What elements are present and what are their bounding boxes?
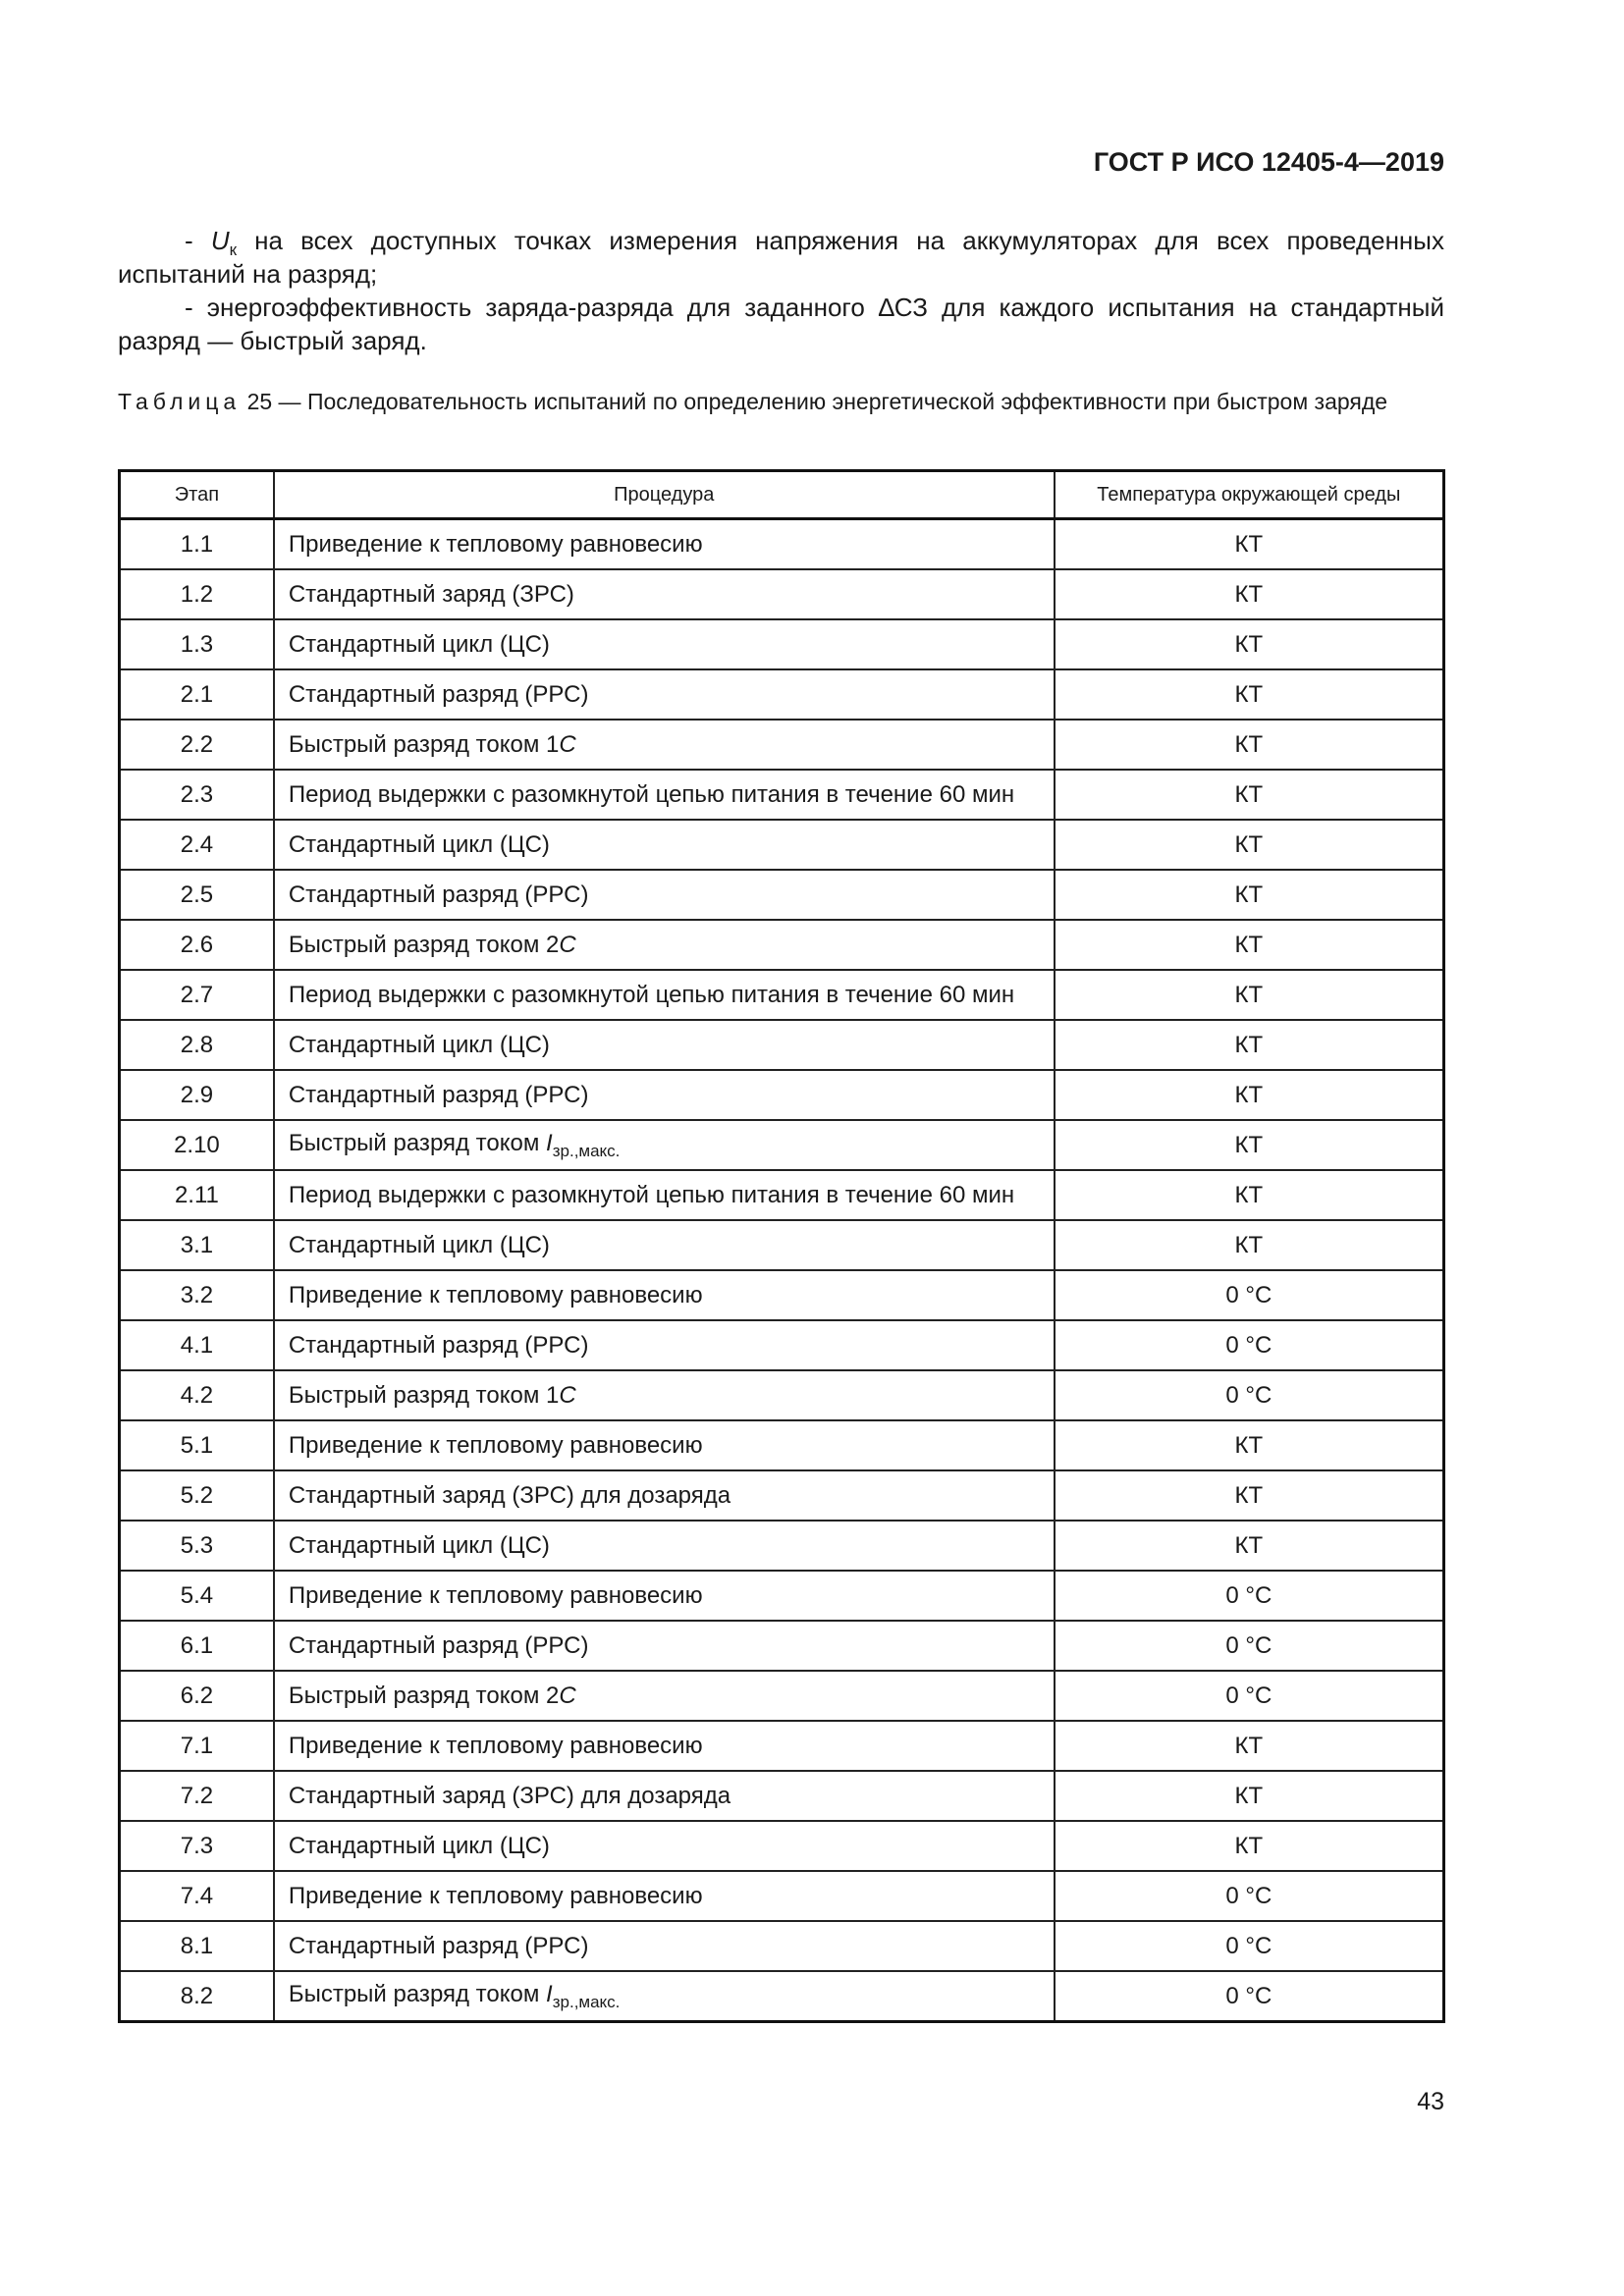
procedure-text: Стандартный заряд (ЗРС) для дозаряда xyxy=(288,1782,731,1809)
procedure-text: Быстрый разряд током 1 xyxy=(288,1381,560,1409)
procedure-cell xyxy=(274,619,1055,669)
procedure-text: Стандартный цикл (ЦС) xyxy=(288,830,550,858)
header-temperature: Температура окружающей среды xyxy=(1055,471,1444,519)
paragraph-efficiency xyxy=(118,291,1444,357)
table-row xyxy=(120,1220,1444,1270)
stage-cell: 7.1 xyxy=(120,1721,274,1771)
stage-cell: 5.1 xyxy=(120,1420,274,1470)
procedure-cell xyxy=(274,720,1055,770)
temperature-cell: КТ xyxy=(1055,1420,1444,1470)
procedure-text: Приведение к тепловому равновесию xyxy=(288,1882,703,1909)
procedure-text: Быстрый разряд током 2 xyxy=(288,931,560,958)
temperature-cell: 0 °С xyxy=(1055,1571,1444,1621)
temperature-cell: 0 °С xyxy=(1055,1921,1444,1971)
procedure-text: Стандартный цикл (ЦС) xyxy=(288,1531,550,1559)
document-header: ГОСТ Р ИСО 12405-4—2019 xyxy=(1093,147,1444,177)
table-row xyxy=(120,669,1444,720)
table-row xyxy=(120,1821,1444,1871)
procedure-cell xyxy=(274,1521,1055,1571)
test-sequence-table xyxy=(118,469,1445,2023)
table-row xyxy=(120,1971,1444,2022)
temperature-cell: 0 °С xyxy=(1055,1871,1444,1921)
procedure-cell xyxy=(274,1721,1055,1771)
stage-cell: 6.2 xyxy=(120,1671,274,1721)
stage-cell: 8.2 xyxy=(120,1971,274,2022)
temperature-cell: 0 °С xyxy=(1055,1370,1444,1420)
procedure-cell xyxy=(274,770,1055,820)
temperature-cell: КТ xyxy=(1055,569,1444,619)
procedure-cell xyxy=(274,1070,1055,1120)
list-dash: - xyxy=(185,226,193,255)
stage-cell: 5.3 xyxy=(120,1521,274,1571)
procedure-text: Стандартный заряд (ЗРС) xyxy=(288,580,574,608)
procedure-text: Период выдержки с разомкнутой цепью питания в течение 60 мин xyxy=(288,1181,1015,1208)
table-row xyxy=(120,569,1444,619)
stage-cell: 5.4 xyxy=(120,1571,274,1621)
procedure-cell xyxy=(274,920,1055,970)
temperature-cell: КТ xyxy=(1055,1220,1444,1270)
procedure-text: Стандартный разряд (РРС) xyxy=(288,1331,589,1359)
stage-cell: 8.1 xyxy=(120,1921,274,1971)
procedure-text: Стандартный цикл (ЦС) xyxy=(288,1031,550,1058)
table-row xyxy=(120,1621,1444,1671)
table-row xyxy=(120,870,1444,920)
stage-cell: 1.3 xyxy=(120,619,274,669)
stage-cell: 2.10 xyxy=(120,1120,274,1170)
temperature-cell: КТ xyxy=(1055,1821,1444,1871)
table-row xyxy=(120,1771,1444,1821)
table-row xyxy=(120,519,1444,570)
stage-cell: 7.2 xyxy=(120,1771,274,1821)
procedure-text: Приведение к тепловому равновесию xyxy=(288,530,703,558)
temperature-cell: КТ xyxy=(1055,970,1444,1020)
page-number: 43 xyxy=(1417,2088,1444,2115)
current-symbol: C xyxy=(559,1682,576,1709)
paragraph-efficiency-text: - энергоэффективность заряда-разряда для заданного ∆СЗ для каждого испытания на стандартный разряд — быстрый заряд. xyxy=(118,293,1444,355)
table-row xyxy=(120,1320,1444,1370)
voltage-subscript: к xyxy=(229,240,238,259)
procedure-cell xyxy=(274,1170,1055,1220)
stage-cell: 2.8 xyxy=(120,1020,274,1070)
procedure-cell xyxy=(274,1571,1055,1621)
stage-cell: 2.4 xyxy=(120,820,274,870)
current-symbol: C xyxy=(559,1381,576,1409)
voltage-symbol: U xyxy=(210,226,230,255)
table-row xyxy=(120,1671,1444,1721)
procedure-cell xyxy=(274,669,1055,720)
temperature-cell: КТ xyxy=(1055,1020,1444,1070)
stage-cell: 7.4 xyxy=(120,1871,274,1921)
table-caption-label: Таблица xyxy=(118,389,242,414)
table-row xyxy=(120,720,1444,770)
procedure-text: Приведение к тепловому равновесию xyxy=(288,1281,703,1308)
procedure-text: Стандартный цикл (ЦС) xyxy=(288,630,550,658)
temperature-cell: 0 °С xyxy=(1055,1621,1444,1671)
stage-cell: 2.2 xyxy=(120,720,274,770)
procedure-text: Быстрый разряд током 2 xyxy=(288,1682,560,1709)
table-caption xyxy=(118,387,1444,416)
stage-cell: 5.2 xyxy=(120,1470,274,1521)
temperature-cell: КТ xyxy=(1055,619,1444,669)
stage-cell: 2.5 xyxy=(120,870,274,920)
temperature-cell: 0 °С xyxy=(1055,1971,1444,2022)
temperature-cell: КТ xyxy=(1055,920,1444,970)
procedure-cell xyxy=(274,1771,1055,1821)
current-symbol: I xyxy=(546,1980,553,2007)
current-symbol: C xyxy=(559,730,576,758)
table-row xyxy=(120,770,1444,820)
temperature-cell: КТ xyxy=(1055,1721,1444,1771)
table-row xyxy=(120,1571,1444,1621)
stage-cell: 1.2 xyxy=(120,569,274,619)
procedure-text: Стандартный цикл (ЦС) xyxy=(288,1231,550,1258)
table-row xyxy=(120,1020,1444,1070)
procedure-cell xyxy=(274,1470,1055,1521)
header-procedure: Процедура xyxy=(274,471,1055,519)
header-stage: Этап xyxy=(120,471,274,519)
temperature-cell: 0 °С xyxy=(1055,1671,1444,1721)
temperature-cell: КТ xyxy=(1055,1521,1444,1571)
table-row xyxy=(120,1521,1444,1571)
table-row xyxy=(120,1370,1444,1420)
procedure-text: Стандартный цикл (ЦС) xyxy=(288,1832,550,1859)
current-symbol: C xyxy=(559,931,576,958)
table-row xyxy=(120,1921,1444,1971)
procedure-cell xyxy=(274,1821,1055,1871)
temperature-cell: КТ xyxy=(1055,1470,1444,1521)
temperature-cell: КТ xyxy=(1055,1771,1444,1821)
procedure-text: Быстрый разряд током xyxy=(288,1980,547,2007)
stage-cell: 2.1 xyxy=(120,669,274,720)
temperature-cell: КТ xyxy=(1055,669,1444,720)
stage-cell: 2.6 xyxy=(120,920,274,970)
procedure-text: Период выдержки с разомкнутой цепью питания в течение 60 мин xyxy=(288,981,1015,1008)
procedure-text: Стандартный разряд (РРС) xyxy=(288,881,589,908)
procedure-cell xyxy=(274,1270,1055,1320)
procedure-cell xyxy=(274,1420,1055,1470)
stage-cell: 1.1 xyxy=(120,519,274,570)
temperature-cell: 0 °С xyxy=(1055,1270,1444,1320)
stage-cell: 2.11 xyxy=(120,1170,274,1220)
procedure-cell xyxy=(274,870,1055,920)
temperature-cell: КТ xyxy=(1055,820,1444,870)
procedure-cell xyxy=(274,1671,1055,1721)
temperature-cell: КТ xyxy=(1055,1170,1444,1220)
procedure-text: Приведение к тепловому равновесию xyxy=(288,1431,703,1459)
current-symbol: I xyxy=(546,1129,553,1156)
temperature-cell: КТ xyxy=(1055,1070,1444,1120)
stage-cell: 6.1 xyxy=(120,1621,274,1671)
procedure-cell xyxy=(274,1370,1055,1420)
procedure-text: Стандартный разряд (РРС) xyxy=(288,680,589,708)
stage-cell: 2.3 xyxy=(120,770,274,820)
procedure-text: Стандартный разряд (РРС) xyxy=(288,1081,589,1108)
procedure-text: Приведение к тепловому равновесию xyxy=(288,1732,703,1759)
current-subscript: зр.,макс. xyxy=(552,1141,621,1160)
procedure-cell xyxy=(274,1020,1055,1070)
procedure-cell xyxy=(274,1971,1055,2022)
table-body xyxy=(120,519,1444,2022)
table-row xyxy=(120,1270,1444,1320)
temperature-cell: КТ xyxy=(1055,1120,1444,1170)
stage-cell: 2.7 xyxy=(120,970,274,1020)
table-row xyxy=(120,1420,1444,1470)
table-row xyxy=(120,970,1444,1020)
table-row xyxy=(120,1470,1444,1521)
procedure-cell xyxy=(274,569,1055,619)
procedure-text: Быстрый разряд током xyxy=(288,1129,547,1156)
table-row xyxy=(120,1871,1444,1921)
temperature-cell: КТ xyxy=(1055,870,1444,920)
procedure-cell xyxy=(274,1621,1055,1671)
procedure-cell xyxy=(274,1921,1055,1971)
paragraph-voltage xyxy=(118,224,1444,291)
table-row xyxy=(120,619,1444,669)
temperature-cell: КТ xyxy=(1055,770,1444,820)
stage-cell: 4.1 xyxy=(120,1320,274,1370)
procedure-cell xyxy=(274,519,1055,570)
temperature-cell: КТ xyxy=(1055,720,1444,770)
temperature-cell: КТ xyxy=(1055,519,1444,570)
procedure-text: Приведение к тепловому равновесию xyxy=(288,1581,703,1609)
procedure-text: Стандартный разряд (РРС) xyxy=(288,1631,589,1659)
procedure-text: Быстрый разряд током 1 xyxy=(288,730,560,758)
table-row xyxy=(120,920,1444,970)
procedure-text: Стандартный заряд (ЗРС) для дозаряда xyxy=(288,1481,731,1509)
stage-cell: 4.2 xyxy=(120,1370,274,1420)
stage-cell: 2.9 xyxy=(120,1070,274,1120)
procedure-cell xyxy=(274,1220,1055,1270)
table-caption-text: 25 — Последовательность испытаний по определению энергетической эффективности при быстром заряде xyxy=(246,389,1388,414)
table-row xyxy=(120,1170,1444,1220)
stage-cell: 7.3 xyxy=(120,1821,274,1871)
table-row xyxy=(120,1721,1444,1771)
stage-cell: 3.2 xyxy=(120,1270,274,1320)
procedure-cell xyxy=(274,1871,1055,1921)
procedure-cell xyxy=(274,820,1055,870)
procedure-cell xyxy=(274,970,1055,1020)
table-row xyxy=(120,820,1444,870)
stage-cell: 3.1 xyxy=(120,1220,274,1270)
procedure-text: Стандартный разряд (РРС) xyxy=(288,1932,589,1959)
table-header-row xyxy=(120,471,1444,519)
procedure-text: Период выдержки с разомкнутой цепью питания в течение 60 мин xyxy=(288,780,1015,808)
paragraph-voltage-text: на всех доступных точках измерения напряжения на аккумуляторах для всех проведенных испытаний на разряд; xyxy=(118,226,1444,289)
procedure-cell xyxy=(274,1320,1055,1370)
current-subscript: зр.,макс. xyxy=(552,1992,621,2011)
temperature-cell: 0 °С xyxy=(1055,1320,1444,1370)
table-row xyxy=(120,1120,1444,1170)
table-row xyxy=(120,1070,1444,1120)
procedure-cell xyxy=(274,1120,1055,1170)
